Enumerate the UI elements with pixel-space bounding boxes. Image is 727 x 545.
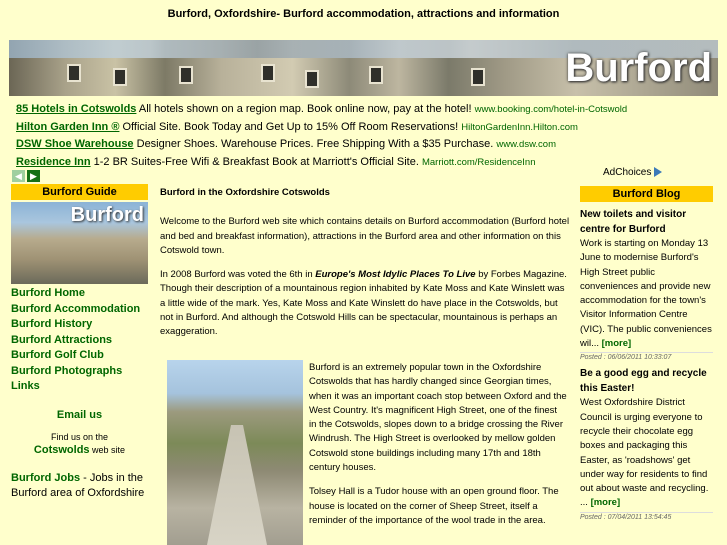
blog-post-date: Posted : 06/06/2011 10:33:07 [580,352,713,361]
ad-item [16,101,716,119]
ad-url[interactable]: www.booking.com/hotel-in-Cotswold [474,104,628,115]
banner-window [179,66,193,84]
forbes-paragraph [160,268,570,339]
blog-post-text [580,237,713,351]
ad-link[interactable]: 85 Hotels in Cotswolds [16,103,137,115]
forbes-emphasis: Europe's Most Idylic Places To Live [315,269,476,281]
ad-text: Official Site. Book Today and Get Up to 15% Off Room Reservations! [119,120,462,133]
banner-window [67,64,81,82]
banner-window [305,70,319,88]
nav-attractions[interactable]: Burford Attractions [11,333,113,346]
guide-nav [11,286,148,395]
blog-post-body: West Oxfordshire District Council is urging everyone to recycle their chocolate egg boxes and packaging this Easter, as 'roadshows' get under way for residents to find out about waste and recycling. ... [580,397,709,509]
findus-block [11,431,148,457]
page-title: Burford, Oxfordshire- Burford accommodation, attractions and information [167,8,560,20]
guide-image-logo: Burford [70,204,144,226]
ad-text: All hotels shown on a region map. Book online now, pay at the hotel! [136,103,475,115]
ad-list [16,101,716,171]
jobs-block [11,471,148,501]
blog-post-body: Work is starting on Monday 13 June to modernise Burford's High Street public conveniences and provide new accommodation for the town's Visitor Information Centre (VIC). The public conveniences wil... [580,238,712,350]
ad-next-icon[interactable]: ▶ [27,170,40,182]
more-link[interactable]: [more] [590,497,621,509]
nav-golf-club[interactable]: Burford Golf Club [11,349,104,361]
ad-prev-icon[interactable]: ◀ [12,170,25,182]
ad-text: 1-2 BR Suites-Free Wifi & Breakfast Book at Marriott's Official Site. [90,155,422,168]
tolsey-paragraph: Tolsey Hall is a Tudor house with an open ground floor. The house is located on the corner of Sheep Street, itself a reminder of the importance of the wool trade in the area. [309,486,559,526]
forbes-text-b: by Forbes Magazine. Though their description of a mountainous region inhabited by Kate Moss and Kate Winslett was a little wide of the mark. Yes, Kate Moss and Kate Winslett do have place in the Cotswolds, but not in Burford. And although the Cotswold Hills can be spectacular, mountainous is perhaps an exaggeration. [160,269,567,338]
intro-paragraph: Welcome to the Burford web site which contains details on Burford accommodation (Burford hotel and bed and breakfast information), attractions in the Burford area and other information on this Cotswold town. [160,216,570,256]
adchoices-icon [654,167,662,177]
nav-photographs[interactable]: Burford Photographs [11,364,123,377]
high-street-photo [167,360,303,545]
forbes-text-a: In 2008 Burford was voted the 6th in [160,269,316,281]
ad-link[interactable]: Residence Inn [16,155,91,168]
header-banner [9,40,718,96]
email-block [11,409,148,421]
findus-prefix: Find us on the [50,431,109,442]
main-content-continued [309,361,567,538]
blog-post-title: Be a good egg and recycle this Easter! [580,368,707,394]
banner-window [369,66,383,84]
adchoices-label: AdChoices [603,167,652,178]
banner-window [471,68,485,86]
ad-url[interactable]: HiltonGardenInn.Hilton.com [461,121,578,133]
right-sidebar [580,186,713,521]
blog-post [580,367,713,520]
nav-history[interactable]: Burford History [11,318,93,330]
blog-heading: Burford Blog [580,186,713,202]
email-link[interactable]: Email us [56,408,103,421]
nav-accommodation[interactable]: Burford Accommodation [11,302,141,315]
nav-home[interactable]: Burford Home [11,287,85,299]
more-link[interactable]: [more] [601,338,632,350]
guide-heading: Burford Guide [11,184,148,200]
main-content [160,186,570,350]
photo-road [207,425,267,545]
ad-item [16,119,716,137]
banner-logo: Burford [565,46,712,90]
nav-links[interactable]: Links [11,380,40,392]
blog-post [580,208,713,361]
town-paragraph: Burford is an extremely popular town in the Oxfordshire Cotswolds that has hardly changed since Georgian times, when it was an important coach stop between Oxford and the West Country. It's magnificent High Street, one of the finest in the Cotswolds, slopes down to a bridge crossing the River Windrush. The High Street is overlooked by mellow golden Cotswold stone buildings including many 17th and 18th century houses. [309,362,567,474]
main-heading: Burford in the Oxfordshire Cotswolds [160,187,330,198]
banner-window [113,68,127,86]
ad-link[interactable]: DSW Shoe Warehouse [16,138,134,150]
blog-post-date: Posted : 07/04/2011 13:54:45 [580,512,713,521]
cotswolds-link[interactable]: Cotswolds [33,443,90,456]
ad-link[interactable]: Hilton Garden Inn ® [16,120,120,133]
left-sidebar [11,184,148,501]
ad-url[interactable]: www.dsw.com [496,139,556,150]
ad-text: Designer Shoes. Warehouse Prices. Free Shipping With a $35 Purchase. [133,138,497,150]
ad-item [16,136,716,154]
jobs-link[interactable]: Burford Jobs [11,471,81,484]
guide-image[interactable] [11,202,148,284]
ad-navigation [12,166,42,184]
blog-post-text [580,396,713,510]
findus-suffix: web site [89,444,126,455]
ad-url[interactable]: Marriott.com/ResidenceInn [421,156,536,168]
jobs-text: - Jobs in the Burford area of Oxfordshire [11,471,145,499]
blog-post-title: New toilets and visitor centre for Burford [580,209,687,235]
banner-window [261,64,275,82]
adchoices-link[interactable] [603,167,662,178]
